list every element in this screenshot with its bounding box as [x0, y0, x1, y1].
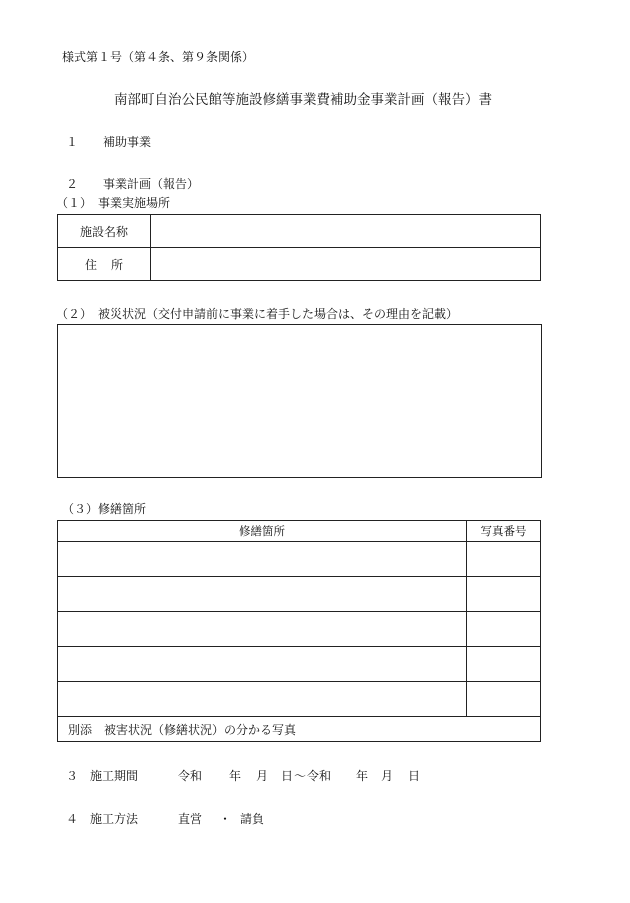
start-year: 年	[229, 769, 242, 783]
section1-label: 補助事業	[103, 135, 152, 149]
facility-name-row	[58, 215, 541, 248]
table-row	[58, 577, 541, 612]
document-title: 南部町自治公民館等施設修繕事業費補助金事業計画（報告）書	[114, 92, 492, 108]
method-separator: ・	[219, 812, 232, 826]
section4-label: 施工方法	[90, 812, 139, 826]
form-number: 様式第１号（第４条、第９条関係）	[62, 50, 255, 64]
subsection1-label: （１） 事業実施場所	[56, 196, 171, 210]
section3-number: ３	[66, 769, 79, 783]
repair-location-cell[interactable]	[58, 682, 467, 717]
photo-number-cell[interactable]	[467, 682, 541, 717]
photo-number-cell[interactable]	[467, 577, 541, 612]
table-row	[58, 612, 541, 647]
method-contract[interactable]: 請負	[240, 812, 265, 826]
photo-number-cell[interactable]	[467, 612, 541, 647]
start-month: 月	[256, 769, 269, 783]
subsection3-label: （３）修繕箇所	[62, 502, 147, 516]
address-label: 住所	[58, 248, 151, 281]
repair-location-cell[interactable]	[58, 647, 467, 682]
section4-number: ４	[66, 812, 79, 826]
section2-number: ２	[66, 177, 79, 191]
header-repair-location: 修繕箇所	[58, 521, 467, 542]
repair-table	[57, 520, 541, 742]
damage-status-box[interactable]	[57, 324, 542, 478]
repair-location-cell[interactable]	[58, 542, 467, 577]
photo-attachment-note: 別添 被害状況（修繕状況）の分かる写真	[58, 717, 541, 742]
facility-name-field[interactable]	[151, 215, 541, 248]
table-row	[58, 542, 541, 577]
start-day: 日	[281, 769, 294, 783]
repair-location-cell[interactable]	[58, 577, 467, 612]
table-row	[58, 647, 541, 682]
end-month: 月	[381, 769, 394, 783]
end-year: 年	[356, 769, 369, 783]
photo-number-cell[interactable]	[467, 542, 541, 577]
facility-name-label: 施設名称	[58, 215, 151, 248]
location-table	[57, 214, 541, 281]
repair-table-footer	[58, 717, 541, 742]
header-photo-number: 写真番号	[467, 521, 541, 542]
section2-label: 事業計画（報告）	[103, 177, 200, 191]
section1-number: １	[66, 135, 79, 149]
repair-location-cell[interactable]	[58, 612, 467, 647]
end-day: 日	[408, 769, 421, 783]
end-era: 令和	[307, 769, 332, 783]
repair-table-header	[58, 521, 541, 542]
subsection2-label: （２） 被災状況（交付申請前に事業に着手した場合は、その理由を記載）	[56, 307, 459, 321]
section3-label: 施工期間	[90, 769, 139, 783]
address-row	[58, 248, 541, 281]
address-field[interactable]	[151, 248, 541, 281]
period-tilde: ～	[294, 769, 307, 783]
method-direct[interactable]: 直営	[178, 812, 203, 826]
table-row	[58, 682, 541, 717]
start-era: 令和	[178, 769, 203, 783]
photo-number-cell[interactable]	[467, 647, 541, 682]
